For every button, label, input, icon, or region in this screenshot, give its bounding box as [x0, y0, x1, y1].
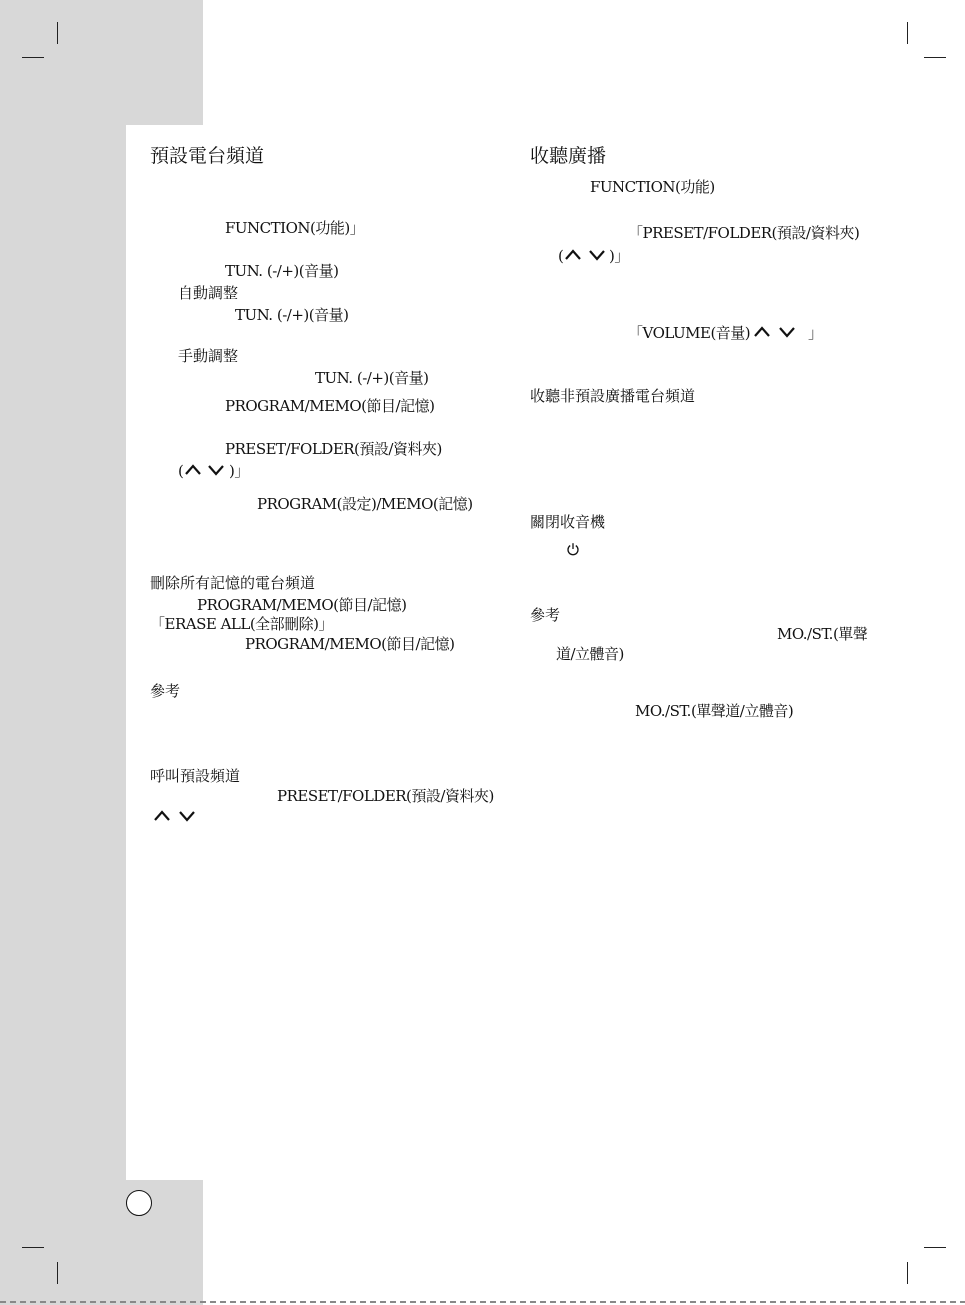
- right-preset-folder: 「PRESET/FOLDER(預設/資料夾): [628, 224, 860, 242]
- section-title-off: 關閉收音機: [530, 513, 606, 531]
- sidebar-left-band: [0, 125, 126, 1305]
- crop-mark: [57, 22, 58, 44]
- erase-program-memo: PROGRAM/MEMO(節目/記憶): [197, 596, 407, 614]
- page-number-circle: [126, 1190, 152, 1216]
- crop-mark: [57, 1262, 58, 1284]
- down-arrow-icon: [778, 325, 796, 339]
- note-title-left: 參考: [150, 682, 181, 700]
- section-title-preset: 預設電台頻道: [150, 145, 265, 167]
- down-arrow-icon: [207, 463, 225, 477]
- step-program-set-memo: PROGRAM(設定)/MEMO(記憶): [257, 495, 473, 513]
- up-arrow-icon: [184, 463, 202, 477]
- down-arrow-icon: [178, 809, 196, 823]
- section-title-recall: 呼叫預設頻道: [150, 767, 241, 785]
- right-step-function: FUNCTION(功能): [590, 178, 715, 196]
- down-arrow-icon: [588, 248, 606, 262]
- right-preset-arrows-open: (: [558, 247, 564, 265]
- most-line-1: MO./ST.(單聲: [777, 625, 868, 643]
- most-line-2: 道/立體音): [556, 645, 624, 663]
- crop-mark: [907, 1262, 908, 1284]
- up-arrow-icon: [753, 325, 771, 339]
- power-icon: [566, 542, 580, 556]
- right-volume: 「VOLUME(音量): [628, 324, 751, 342]
- note-title-right: 參考: [530, 606, 561, 624]
- preset-arrows-open: (: [178, 462, 184, 480]
- preset-arrows-close: )」: [229, 462, 249, 480]
- most-line-3: MO./ST.(單聲道/立體音): [635, 702, 794, 720]
- section-title-nonpreset: 收聽非預設廣播電台頻道: [530, 387, 696, 405]
- crop-mark: [907, 22, 908, 44]
- manual-tun: TUN. (-/+)(音量): [315, 369, 429, 387]
- right-preset-arrows-close: )」: [609, 247, 629, 265]
- crop-mark: [22, 1247, 44, 1248]
- right-volume-close: 」: [808, 324, 823, 342]
- step-preset-folder: PRESET/FOLDER(預設/資料夾): [225, 440, 442, 458]
- recall-preset-folder: PRESET/FOLDER(預設/資料夾): [277, 787, 494, 805]
- step-program-memo: PROGRAM/MEMO(節目/記憶): [225, 397, 435, 415]
- erase-program-memo-2: PROGRAM/MEMO(節目/記憶): [245, 635, 455, 653]
- subtitle-auto: 自動調整: [178, 284, 239, 302]
- subtitle-manual: 手動調整: [178, 347, 239, 365]
- step-function: FUNCTION(功能)」: [225, 219, 365, 237]
- crop-mark: [924, 1247, 946, 1248]
- up-arrow-icon: [153, 809, 171, 823]
- erase-all: 「ERASE ALL(全部刪除)」: [150, 615, 334, 633]
- bottom-dotted-line: [0, 1301, 965, 1303]
- auto-tun: TUN. (-/+)(音量): [235, 306, 349, 324]
- sidebar-top-band: [0, 0, 203, 125]
- crop-mark: [924, 57, 946, 58]
- step-tun: TUN. (-/+)(音量): [225, 262, 339, 280]
- crop-mark: [22, 57, 44, 58]
- section-title-listen: 收聽廣播: [530, 145, 607, 167]
- up-arrow-icon: [564, 248, 582, 262]
- section-title-erase: 刪除所有記憶的電台頻道: [150, 574, 316, 592]
